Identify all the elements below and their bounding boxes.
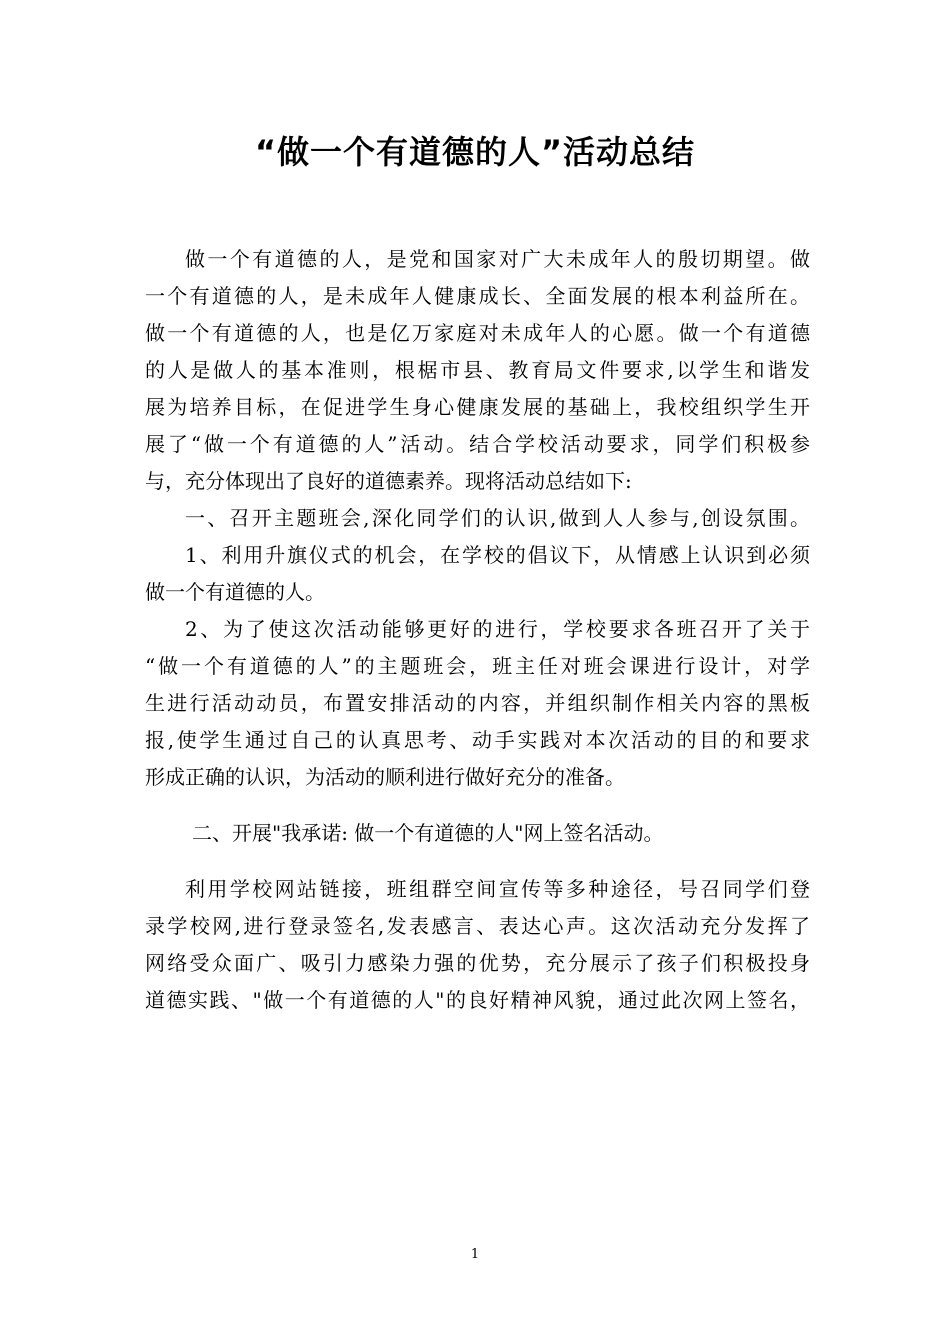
paragraph-line: 的人是做人的基本准则，根椐市县、教育局文件要求,以学生和谐发 <box>145 358 810 382</box>
paragraph-line: 道德实践、"做一个有道德的人"的良好精神风貌，通过此次网上签名， <box>145 988 810 1012</box>
section-heading: 一、召开主题班会,深化同学们的认识,做到人人参与,创设氛围。 <box>185 506 810 530</box>
paragraph-line: 网络受众面广、吸引力感染力强的优势，充分展示了孩子们积极投身 <box>145 951 810 975</box>
paragraph-line: 做一个有道德的人，也是亿万家庭对未成年人的心愿。做一个有道德 <box>145 321 810 345</box>
paragraph-line: “做一个有道德的人”的主题班会，班主任对班会课进行设计，对学 <box>145 654 810 678</box>
paragraph-line: 展了“做一个有道德的人”活动。结合学校活动要求，同学们积极参 <box>145 432 810 456</box>
paragraph-line: 一个有道德的人，是未成年人健康成长、全面发展的根本利益所在。 <box>145 284 810 308</box>
paragraph-line: 展为培养目标，在促进学生身心健康发展的基础上，我校组织学生开 <box>145 395 810 419</box>
paragraph-line: 生进行活动动员，布置安排活动的内容，并组织制作相关内容的黑板 <box>145 691 810 715</box>
paragraph-line: 做一个有道德的人，是党和国家对广大未成年人的殷切期望。做 <box>185 247 810 271</box>
page-number: 1 <box>470 1247 480 1262</box>
paragraph-line: 2、为了使这次活动能够更好的进行，学校要求各班召开了关于 <box>185 617 810 641</box>
paragraph-line: 报,使学生通过自己的认真思考、动手实践对本次活动的目的和要求 <box>145 728 810 752</box>
paragraph-line: 利用学校网站链接，班组群空间宣传等多种途径，号召同学们登 <box>185 877 810 901</box>
paragraph-line: 1、利用升旗仪式的机会，在学校的倡议下，从情感上认识到必须 <box>185 543 810 567</box>
paragraph-gap <box>145 852 810 871</box>
paragraph-line: 形成正确的认识，为活动的顺利进行做好充分的准备。 <box>145 765 625 789</box>
paragraph-line: 与，充分体现出了良好的道德素养。现将活动总结如下: <box>145 469 632 493</box>
paragraph-line: 做一个有道德的人。 <box>145 580 325 604</box>
paragraph-gap <box>145 796 810 815</box>
section-heading: 二、开展"我承诺: 做一个有道德的人"网上签名活动。 <box>192 821 664 845</box>
paragraph-line: 录学校网,进行登录签名,发表感言、表达心声。这次活动充分发挥了 <box>145 914 810 938</box>
document-title: “做一个有道德的人”活动总结 <box>254 133 696 171</box>
document-body <box>145 241 810 1019</box>
